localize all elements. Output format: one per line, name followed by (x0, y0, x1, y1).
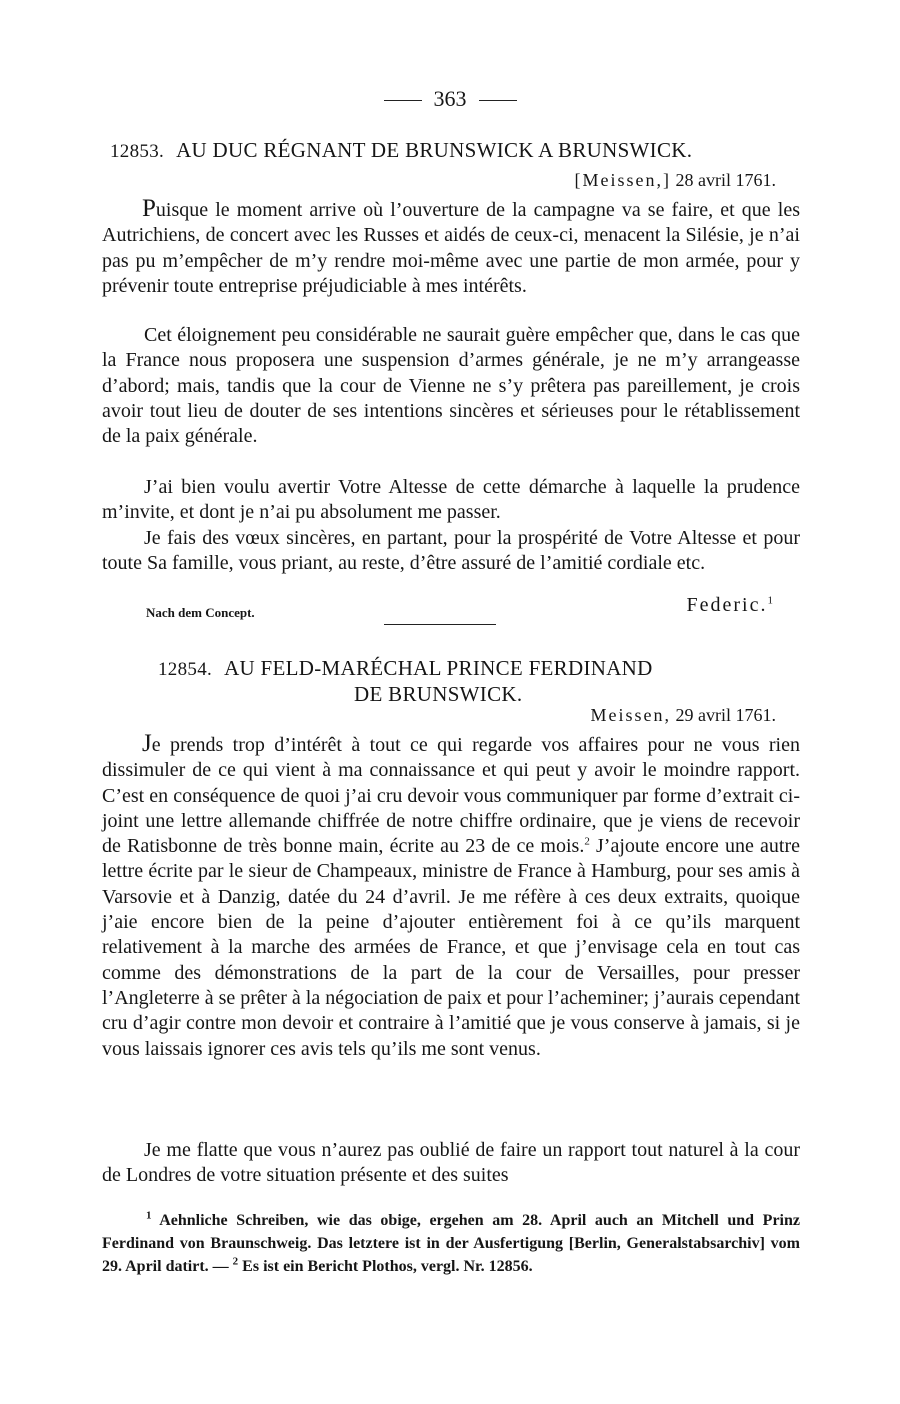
letter1-paragraph-3: J’ai bien voulu avertir Votre Altesse de cette démarche à laquelle la prudence m’invite, et dont je n’ai pu absolument me passer. (102, 476, 800, 524)
page-number-dash-right (479, 100, 517, 101)
letter2-paragraph-1-part2: J’ajoute encore une autre lettre écrite par le sieur de Champeaux, ministre de France à Hamburg, pour ses amis à Varsovie et à Danzig, datée du 24 d’avril. Je me réfère à ces deux extraits, quoique j’aie encore bien de la peine d’ajouter entièrement foi à ce qu’ils marquent relativement à la marche des armées de France, et que j’envisage cela en tout cas comme des démonstrations de la part de la cour de Versailles, pour presser l’Angleterre à se prêter à la négociation de paix et pour l’acheminer; j’aurais cependant cru d’agir contre mon devoir et contraire à l’amitié que je vous conserve à jamais, si je vous laissais ignorer ces avis tels qu’ils me sont venus. (102, 835, 801, 1060)
letter1-signature-block (687, 594, 775, 617)
letter2-paragraph-1 (102, 731, 800, 1062)
letter2-date: 29 avril 1761. (675, 705, 776, 725)
letter1-place: [Meissen,] (574, 170, 671, 190)
letter1-dateline (575, 170, 776, 191)
letter2-number: 12854. (158, 659, 213, 680)
letter2-heading-line2 (354, 682, 900, 707)
footnote-1-text: Aehnliche Schreiben, wie das obige, ergehen am 28. April auch an Mitchell und Prinz Ferdinand von Braunschweig. Das letztere ist in der Ausfertigung [Berlin, Generalstabsarchiv] vom 29. April datirt. — (102, 1212, 800, 1275)
footnote-2-mark: 2 (232, 1255, 239, 1268)
letter1-source-note: Nach dem Concept. (146, 605, 255, 620)
letter1-heading (110, 138, 790, 163)
letter2-place: Meissen, (590, 705, 671, 725)
letter-separator (384, 624, 496, 625)
footnotes (102, 1209, 800, 1278)
footnote-ref-1: 1 (767, 594, 775, 607)
letter1-paragraph-1: Puisque le moment arrive où l’ouverture de la campagne va se faire, et que les Autrichiens, de concert avec les Russes et aidés de ceux-ci, menacent la Silésie, je n’ai pas pu m’empêcher de m’y rendre moi-même avec une partie de mon armée, pour y prévenir toute entreprise préjudiciable à mes intérêts. (102, 195, 800, 297)
letter1-title: AU DUC RÉGNANT DE BRUNSWICK A BRUNSWICK. (176, 138, 693, 162)
footnote-1-mark: 1 (146, 1209, 152, 1222)
page-number-line (0, 86, 900, 112)
letter1-number: 12853. (110, 141, 165, 162)
letter2-paragraph-1-part1: Je prends trop d’intérêt à tout ce qui regarde vos affaires pour ne vous rien dissimuler de ce qui vient à ma connaissance et qui peut y avoir le moindre rapport. C’est en conséquence de quoi j’ai cru devoir vous communiquer par forme d’extrait ci-joint une lettre allemande chiffrée de notre chiffre ordinaire, que je viens de recevoir de Ratisbonne de très bonne main, écrite au 23 de ce mois. (102, 730, 800, 858)
letter1-date: 28 avril 1761. (675, 170, 776, 190)
letter2-heading-line1 (158, 656, 838, 681)
page-number: 363 (433, 86, 467, 111)
letter1-paragraph-4: Je fais des vœux sincères, en partant, pour la prospérité de Votre Altesse et pour toute Sa famille, vous priant, au reste, d’être assuré de l’amitié cordiale etc. (102, 527, 800, 575)
letter2-title-line1: AU FELD-MARÉCHAL PRINCE FERDINAND (224, 656, 653, 680)
letter1-signature: Federic. (686, 594, 768, 616)
letter2-paragraph-2: Je me flatte que vous n’aurez pas oublié de faire un rapport tout naturel à la cour de Londres de votre situation présente et des suites (102, 1139, 800, 1187)
footnote-ref-2: 2 (584, 835, 590, 848)
letter1-paragraph-2: Cet éloignement peu considérable ne saurait guère empêcher que, dans le cas que la France nous proposera une suspension d’armes générale, je ne m’y arrangeasse d’abord; mais, tandis que la cour de Vienne ne s’y prêtera pas pareillement, je crois avoir tout lieu de douter de ses intentions sincères et sérieuses pour le rétablissement de la paix générale. (102, 324, 800, 448)
letter2-title-line2: DE BRUNSWICK. (354, 682, 523, 706)
footnote-2-text: Es ist ein Bericht Plothos, vergl. Nr. 12856. (238, 1258, 533, 1275)
page-number-dash-left (384, 100, 422, 101)
letter2-dateline (591, 705, 777, 726)
